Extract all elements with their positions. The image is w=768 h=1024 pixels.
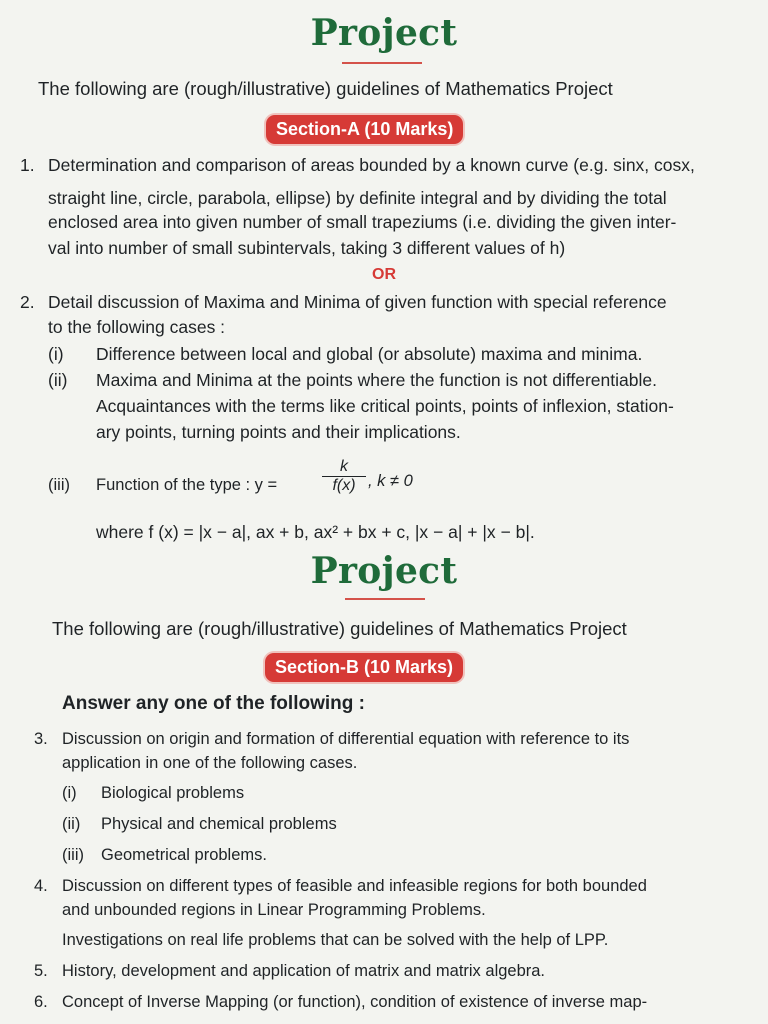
item-5-number: 5. xyxy=(34,962,48,980)
item-2-sub-ii-line-2: Acquaintances with the terms like critical points, points of inflexion, station- xyxy=(96,396,674,416)
item-3-number: 3. xyxy=(34,730,48,748)
item-3-sub-ii-label: (ii) xyxy=(62,815,81,833)
section-a-title: Project xyxy=(310,12,458,54)
item-3-sub-iii-text: Geometrical problems. xyxy=(101,846,267,864)
formula-denominator: f(x) xyxy=(332,477,356,495)
item-3-line-2: application in one of the following cases. xyxy=(62,754,358,772)
item-3-line-1: Discussion on origin and formation of differential equation with reference to its xyxy=(62,730,630,748)
section-b-title: Project xyxy=(310,550,458,592)
section-a-badge: Section-A (10 Marks) xyxy=(266,115,463,144)
item-6-text: Concept of Inverse Mapping (or function), condition of existence of inverse map- xyxy=(62,993,648,1011)
item-1-line-3: enclosed area into given number of small trapeziums (i.e. dividing the given inter- xyxy=(48,212,677,232)
formula-where: where f (x) = |x − a|, ax + b, ax² + bx + c, |x − a| + |x − b|. xyxy=(96,522,535,542)
item-4-line-3: Investigations on real life problems that can be solved with the help of LPP. xyxy=(62,931,609,949)
section-b-badge: Section-B (10 Marks) xyxy=(265,653,463,682)
item-1-line-4: val into number of small subintervals, taking 3 different values of h) xyxy=(48,238,566,258)
item-2-sub-i-text: Difference between local and global (or absolute) maxima and minima. xyxy=(96,344,643,364)
item-5-text: History, development and application of matrix and matrix algebra. xyxy=(62,962,546,980)
item-6-number: 6. xyxy=(34,993,48,1011)
item-2-sub-ii-line-1: Maxima and Minima at the points where the function is not differentiable. xyxy=(96,370,657,390)
formula-suffix: , k ≠ 0 xyxy=(368,472,413,490)
item-2-sub-i-label: (i) xyxy=(48,344,64,364)
item-2-sub-iii-label: (iii) xyxy=(48,476,70,494)
section-b-instruction: Answer any one of the following : xyxy=(62,693,365,714)
item-2-sub-ii-label: (ii) xyxy=(48,370,68,390)
formula-numerator: k xyxy=(340,458,348,475)
item-2-number: 2. xyxy=(20,292,35,312)
or-label: OR xyxy=(372,266,396,283)
formula-fraction xyxy=(322,458,366,495)
item-2-line-2: to the following cases : xyxy=(48,317,226,337)
section-b-subtitle: The following are (rough/illustrative) guidelines of Mathematics Project xyxy=(52,618,627,639)
item-1-line-2: straight line, circle, parabola, ellipse) by definite integral and by dividing the total xyxy=(48,188,667,208)
item-4-number: 4. xyxy=(34,877,48,895)
item-1-line-1: Determination and comparison of areas bounded by a known curve (e.g. sinx, cosx, xyxy=(48,155,695,175)
item-4-line-1: Discussion on different types of feasible and infeasible regions for both bounded xyxy=(62,877,647,895)
formula-prefix: Function of the type : y = xyxy=(96,476,278,494)
section-b-title-rule xyxy=(345,598,425,600)
section-a-subtitle: The following are (rough/illustrative) guidelines of Mathematics Project xyxy=(38,78,613,99)
item-3-sub-i-text: Biological problems xyxy=(101,784,245,802)
section-a-title-rule xyxy=(342,62,422,64)
item-4-line-2: and unbounded regions in Linear Programming Problems. xyxy=(62,901,486,919)
item-3-sub-ii-text: Physical and chemical problems xyxy=(101,815,337,833)
item-2-line-1: Detail discussion of Maxima and Minima of given function with special reference xyxy=(48,292,667,312)
item-3-sub-iii-label: (iii) xyxy=(62,846,84,864)
item-1-number: 1. xyxy=(20,155,35,175)
item-2-sub-ii-line-3: ary points, turning points and their implications. xyxy=(96,422,461,442)
item-3-sub-i-label: (i) xyxy=(62,784,77,802)
